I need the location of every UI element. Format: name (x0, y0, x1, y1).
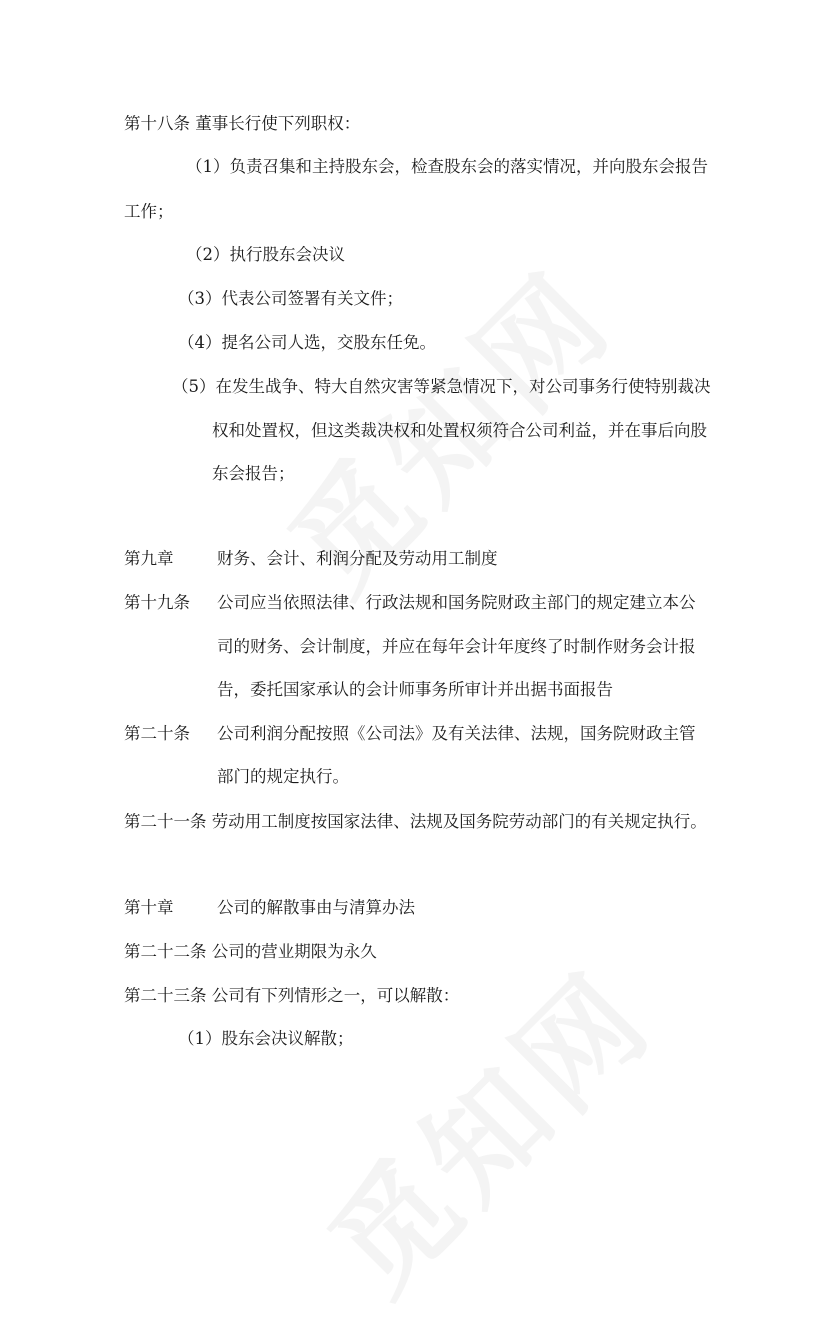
article-19-label: 第十九条 (124, 593, 190, 612)
article-21: 第二十一条 劳动用工制度按国家法律、法规及国务院劳动部门的有关规定执行。 (124, 812, 707, 831)
article-18-item-5-line-1: （5）在发生战争、特大自然灾害等紧急情况下，对公司事务行使特别裁决 (172, 377, 711, 396)
article-22: 第二十二条 公司的营业期限为永久 (124, 942, 377, 961)
article-18-item-4: （4）提名公司人选，交股东任免。 (178, 333, 436, 352)
article-23: 第二十三条 公司有下列情形之一，可以解散： (124, 986, 460, 1005)
article-18-item-2: （2）执行股东会决议 (186, 245, 345, 264)
article-23-item-1: （1）股东会决议解散； (178, 1029, 354, 1048)
article-18-item-1-line-2: 工作； (124, 202, 174, 221)
chapter-9-title: 财务、会计、利润分配及劳动用工制度 (217, 549, 498, 568)
article-20-line-1: 公司利润分配按照《公司法》及有关法律、法规，国务院财政主管 (217, 724, 696, 743)
article-18-item-3: （3）代表公司签署有关文件； (178, 289, 403, 308)
article-20-label: 第二十条 (124, 724, 190, 743)
article-19-line-3: 告，委托国家承认的会计师事务所审计并出据书面报告 (217, 680, 613, 699)
chapter-9-label: 第九章 (124, 549, 174, 568)
article-18-item-1-line-1: （1）负责召集和主持股东会，检查股东会的落实情况，并向股东会报告 (186, 157, 708, 176)
article-20-line-2: 部门的规定执行。 (217, 767, 349, 786)
article-18-item-5-line-2: 权和处置权，但这类裁决权和处置权须符合公司利益，并在事后向股 (212, 421, 707, 440)
article-18-heading: 第十八条 董事长行使下列职权： (124, 114, 361, 133)
chapter-10-label: 第十章 (124, 898, 174, 917)
article-18-item-5-line-3: 东会报告； (212, 464, 295, 483)
article-19-line-2: 司的财务、会计制度，并应在每年会计年度终了时制作财务会计报 (217, 637, 696, 656)
chapter-10-title: 公司的解散事由与清算办法 (217, 898, 415, 917)
article-19-line-1: 公司应当依照法律、行政法规和国务院财政主部门的规定建立本公 (217, 593, 696, 612)
